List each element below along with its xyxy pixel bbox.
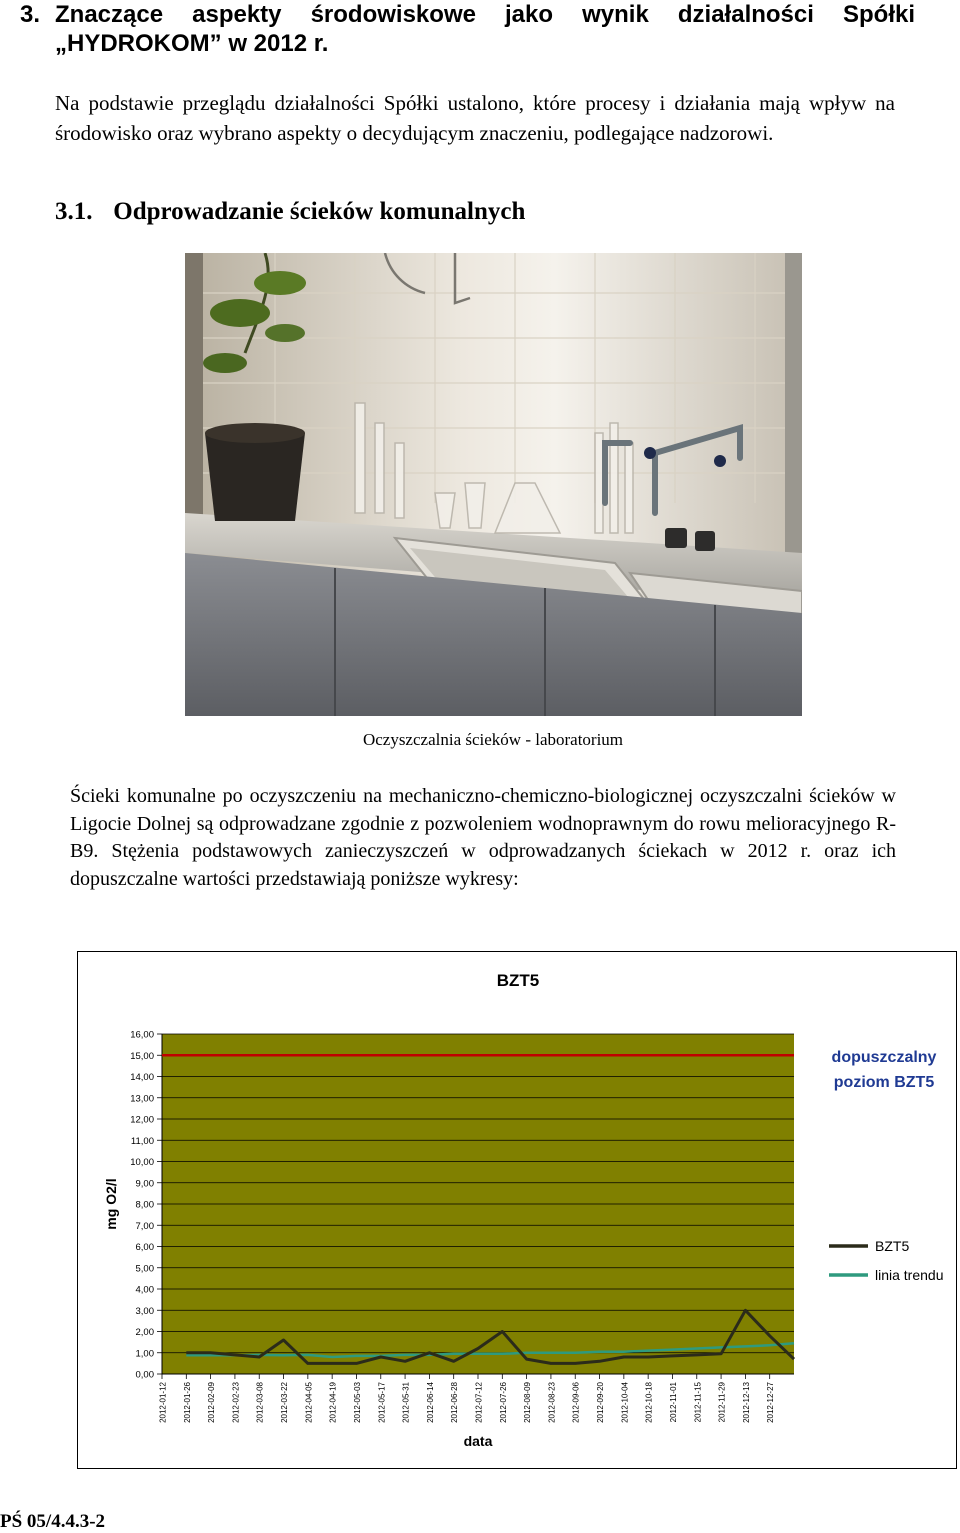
body-paragraph: Ścieki komunalne po oczyszczeniu na mechaniczno-chemiczno-biologicznej oczyszczalni ścieków w Ligocie Dolnej są odprowadzane zgodnie z pozwoleniem wodnoprawnym do rowu melioracyjnego R-B9. Stężenia podstawowych zanieczyszczeń w odprowadzanych ściekach w 2012 r. oraz ich dopuszczalne wartości przedstawiają poniższe wykresy: [70, 785, 896, 890]
y-tick-label: 1,00 [135, 1348, 154, 1360]
x-tick-label: 2012-12-27 [766, 1382, 776, 1423]
y-tick-label: 9,00 [135, 1178, 154, 1190]
x-tick-label: 2012-01-12 [158, 1382, 168, 1423]
y-tick-label: 12,00 [130, 1114, 154, 1126]
x-tick-label: 2012-02-23 [231, 1382, 241, 1423]
heading-word: wynik [582, 1, 649, 28]
section-title-line2: „HYDROKOM” w 2012 r. [55, 30, 329, 57]
y-tick-label: 11,00 [130, 1135, 154, 1147]
x-tick-label: 2012-07-26 [498, 1382, 508, 1423]
heading-word: jako [505, 1, 554, 28]
legend-label: BZT5 [875, 1238, 910, 1254]
x-tick-label: 2012-03-08 [255, 1382, 265, 1423]
x-tick-label: 2012-09-20 [596, 1382, 606, 1423]
y-tick-label: 13,00 [130, 1093, 154, 1105]
y-tick-label: 5,00 [135, 1263, 154, 1275]
x-tick-label: 2012-05-17 [377, 1382, 387, 1423]
heading-word: Spółki [842, 1, 915, 28]
bzt5-chart-svg [78, 952, 958, 1470]
bzt5-chart [77, 951, 957, 1469]
intro-paragraph: Na podstawie przeglądu działalności Spółki ustalono, które procesy i działania mają wpływ na środowisko oraz wybrano aspekty o decydującym znaczeniu, podlegające nadzorowi. [55, 91, 895, 145]
x-tick-label: 2012-11-01 [668, 1382, 678, 1423]
x-tick-label: 2012-03-22 [280, 1382, 290, 1423]
x-tick-label: 2012-05-03 [352, 1382, 362, 1423]
y-tick-label: 4,00 [135, 1284, 154, 1296]
laboratory-photo [185, 253, 802, 716]
x-tick-label: 2012-07-12 [474, 1382, 484, 1423]
x-tick-label: 2012-05-31 [401, 1382, 411, 1423]
x-tick-label: 2012-06-14 [425, 1382, 435, 1423]
x-tick-label: 2012-09-06 [571, 1382, 581, 1423]
x-tick-label: 2012-10-18 [644, 1382, 654, 1423]
x-tick-label: 2012-12-13 [741, 1382, 751, 1423]
y-tick-label: 15,00 [130, 1050, 154, 1062]
subsection-number: 3.1. [55, 198, 93, 225]
y-tick-label: 2,00 [135, 1327, 154, 1338]
subsection-title: Odprowadzanie ścieków komunalnych [113, 198, 526, 225]
x-tick-label: 2012-02-09 [207, 1382, 217, 1423]
y-tick-label: 14,00 [130, 1072, 154, 1083]
y-tick-label: 16,00 [130, 1029, 154, 1041]
limit-label-line2: poziom BZT5 [833, 1074, 935, 1091]
section-title-line1 [55, 0, 915, 29]
x-tick-label: 2012-11-15 [693, 1382, 703, 1423]
legend-label: linia trendu [875, 1267, 944, 1283]
heading-word: aspekty [192, 1, 282, 28]
y-tick-label: 10,00 [130, 1157, 154, 1168]
y-axis-title: mg O2/l [103, 1178, 119, 1230]
heading-word: środowiskowe [310, 1, 476, 28]
section-number: 3. [20, 1, 41, 28]
y-tick-label: 8,00 [135, 1199, 154, 1211]
x-tick-label: 2012-01-26 [182, 1382, 192, 1423]
x-axis-title: data [463, 1433, 493, 1449]
x-tick-label: 2012-08-09 [523, 1382, 533, 1423]
y-tick-label: 7,00 [135, 1220, 154, 1232]
x-tick-label: 2012-04-19 [328, 1382, 338, 1423]
y-tick-label: 0,00 [135, 1369, 154, 1381]
y-tick-label: 6,00 [135, 1242, 154, 1253]
x-tick-label: 2012-10-04 [620, 1382, 630, 1423]
heading-word: Znaczące [55, 1, 164, 28]
subsection-heading [55, 198, 525, 226]
y-tick-label: 3,00 [135, 1305, 154, 1317]
x-tick-label: 2012-04-05 [304, 1382, 314, 1423]
heading-word: działalności [677, 1, 814, 28]
limit-label-line1: dopuszczalny [831, 1049, 937, 1066]
document-code: PŚ 05/4.4.3-2 [0, 1511, 106, 1532]
x-tick-label: 2012-06-28 [450, 1382, 460, 1423]
x-tick-label: 2012-11-29 [717, 1382, 727, 1423]
chart-title: BZT5 [496, 971, 540, 990]
x-tick-label: 2012-08-23 [547, 1382, 557, 1423]
photo-caption: Oczyszczalnia ścieków - laboratorium [362, 730, 624, 749]
